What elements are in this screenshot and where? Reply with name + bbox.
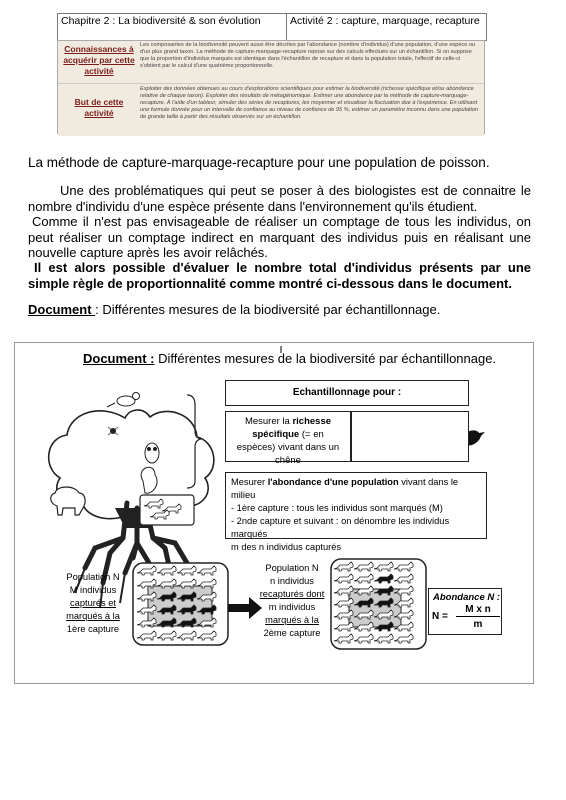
figure-title-label: Document : bbox=[83, 351, 155, 366]
header-table bbox=[57, 13, 487, 41]
abundance-line-2: - 1ère capture : tous les individus sont marqués (M) bbox=[231, 503, 443, 513]
formula-label: Abondance N : bbox=[433, 592, 501, 603]
abundance-line-3: - 2nde capture et suivant : on dénombre les individus marqués bbox=[231, 516, 450, 539]
goal-label: But de cette activité bbox=[74, 97, 124, 118]
owl-icon bbox=[145, 443, 159, 463]
formula-numerator: M x n bbox=[456, 604, 500, 617]
knowledge-row bbox=[58, 41, 484, 83]
bird-icon bbox=[107, 393, 140, 408]
richness-text bbox=[232, 415, 344, 467]
abundance-l1-pre: Mesurer bbox=[231, 477, 268, 487]
paragraph-3: Il est alors possible d'évaluer le nombre total d'individus présents par une simple règle de proportionnalité comme montré ci-dessous dans le document. bbox=[28, 260, 531, 291]
document-caption-label: Document bbox=[28, 302, 96, 317]
chapter-cell: Chapitre 2 : La biodiversité & son évolution bbox=[58, 14, 287, 40]
info-table bbox=[57, 40, 485, 134]
abundance-box bbox=[225, 472, 487, 552]
formula-box bbox=[428, 588, 502, 635]
formula-lhs: N = bbox=[432, 611, 448, 622]
first-capture-caption bbox=[55, 571, 131, 636]
caption-left-0: Population N bbox=[66, 572, 120, 582]
section-subtitle: La méthode de capture-marquage-recapture pour une population de poisson. bbox=[28, 155, 490, 170]
abundance-l1-bold: l'abondance d'une population bbox=[267, 477, 399, 487]
document-caption bbox=[28, 302, 440, 317]
caption-left-2: capturés et bbox=[70, 598, 116, 608]
sampling-header-label: Echantillonnage pour : bbox=[292, 387, 402, 398]
figure-title-text: Différentes mesures de la biodiversité par échantillonnage. bbox=[154, 351, 497, 366]
richness-bold: richesse spécifique bbox=[252, 416, 332, 440]
knowledge-label: Connaissances à acquérir par cette activité bbox=[63, 44, 135, 76]
caption-left-1: M individus bbox=[69, 585, 117, 595]
formula-denominator: m bbox=[473, 619, 483, 630]
caption-left-3: marqués à la bbox=[66, 611, 120, 621]
paragraph-1: Une des problématiques qui peut se poser à des biologistes est de connaitre le nombre d'individu d'une espèce présente dans l'environnement qu'ils étudient. bbox=[28, 183, 531, 214]
marked-sample-first bbox=[148, 586, 212, 626]
caption-left-4: 1ère capture bbox=[66, 624, 120, 634]
caption-mid-0: Population N bbox=[265, 563, 319, 573]
caption-mid-1: n individus bbox=[270, 576, 314, 586]
document-figure bbox=[14, 342, 534, 684]
paragraph-2: Comme il n'est pas envisageable de réaliser un comptage de tous les individus, on peut réaliser un comptage indirect en marquant des individus puis en réalisant une nouvelle capture après les avoir relâchés. bbox=[28, 214, 531, 260]
goal-text: Exploiter des données obtenues au cours d'explorations scientifiques pour estimer la biodiversité (richesse spécifique et/ou abondance relative de chaque taxon). Exploiter des résultats de métagénomique. Estimer une abondance par la méthode de capture-marquage-recapture. À l'aide d'un tableur, simuler des séries de recaptures, les moyenner et visualiser la fluctuation due à l'expérience. En utilisant une formule donnée pour un intervalle de confiance au niveau de confiance de 95 %, estimer un paramètre inconnu dans une population de grande taille à partir des résultats observés sur un échantillon. bbox=[140, 86, 479, 120]
caption-mid-4: marqués à la bbox=[265, 615, 319, 625]
abundance-text bbox=[231, 476, 483, 554]
activity-cell: Activité 2 : capture, marquage, recapture bbox=[290, 15, 480, 27]
second-capture-caption bbox=[255, 562, 329, 640]
richness-pre: Mesurer la bbox=[244, 416, 293, 427]
richness-post: (= en espèces) vivant dans un chêne bbox=[236, 429, 340, 466]
abundance-line-4: m des n individus capturés bbox=[231, 542, 342, 552]
sampling-header-box bbox=[225, 380, 469, 406]
richness-box bbox=[225, 411, 351, 466]
goal-row bbox=[58, 83, 484, 136]
document-caption-text: : Différentes mesures de la biodiversité par échantillonnage. bbox=[95, 302, 441, 317]
caption-mid-5: 2ème capture bbox=[263, 628, 321, 638]
caption-mid-3: m individus bbox=[268, 602, 316, 612]
recapture-sample bbox=[349, 589, 401, 627]
abundance-l1-post: vivant dans le milieu bbox=[231, 477, 459, 500]
knowledge-text: Les composantes de la biodiversité peuvent aussi être décrites par l'abondance (nombre d'individus) d'une population, d'une espèce ou d'un plus grand taxon. La méthode de capture-marquage-recapture repose sur des calculs effectués sur un échantillon. Si on suppose que la proportion d'individus marqués est identique dans l'échantillon de recapture et dans la population totale, l'effectif de celle-ci s'obtient par le calcul d'une quatrième proportionnelle. bbox=[140, 42, 476, 69]
caption-mid-2: recapturés dont bbox=[259, 589, 325, 599]
species-icons-box bbox=[351, 411, 469, 462]
